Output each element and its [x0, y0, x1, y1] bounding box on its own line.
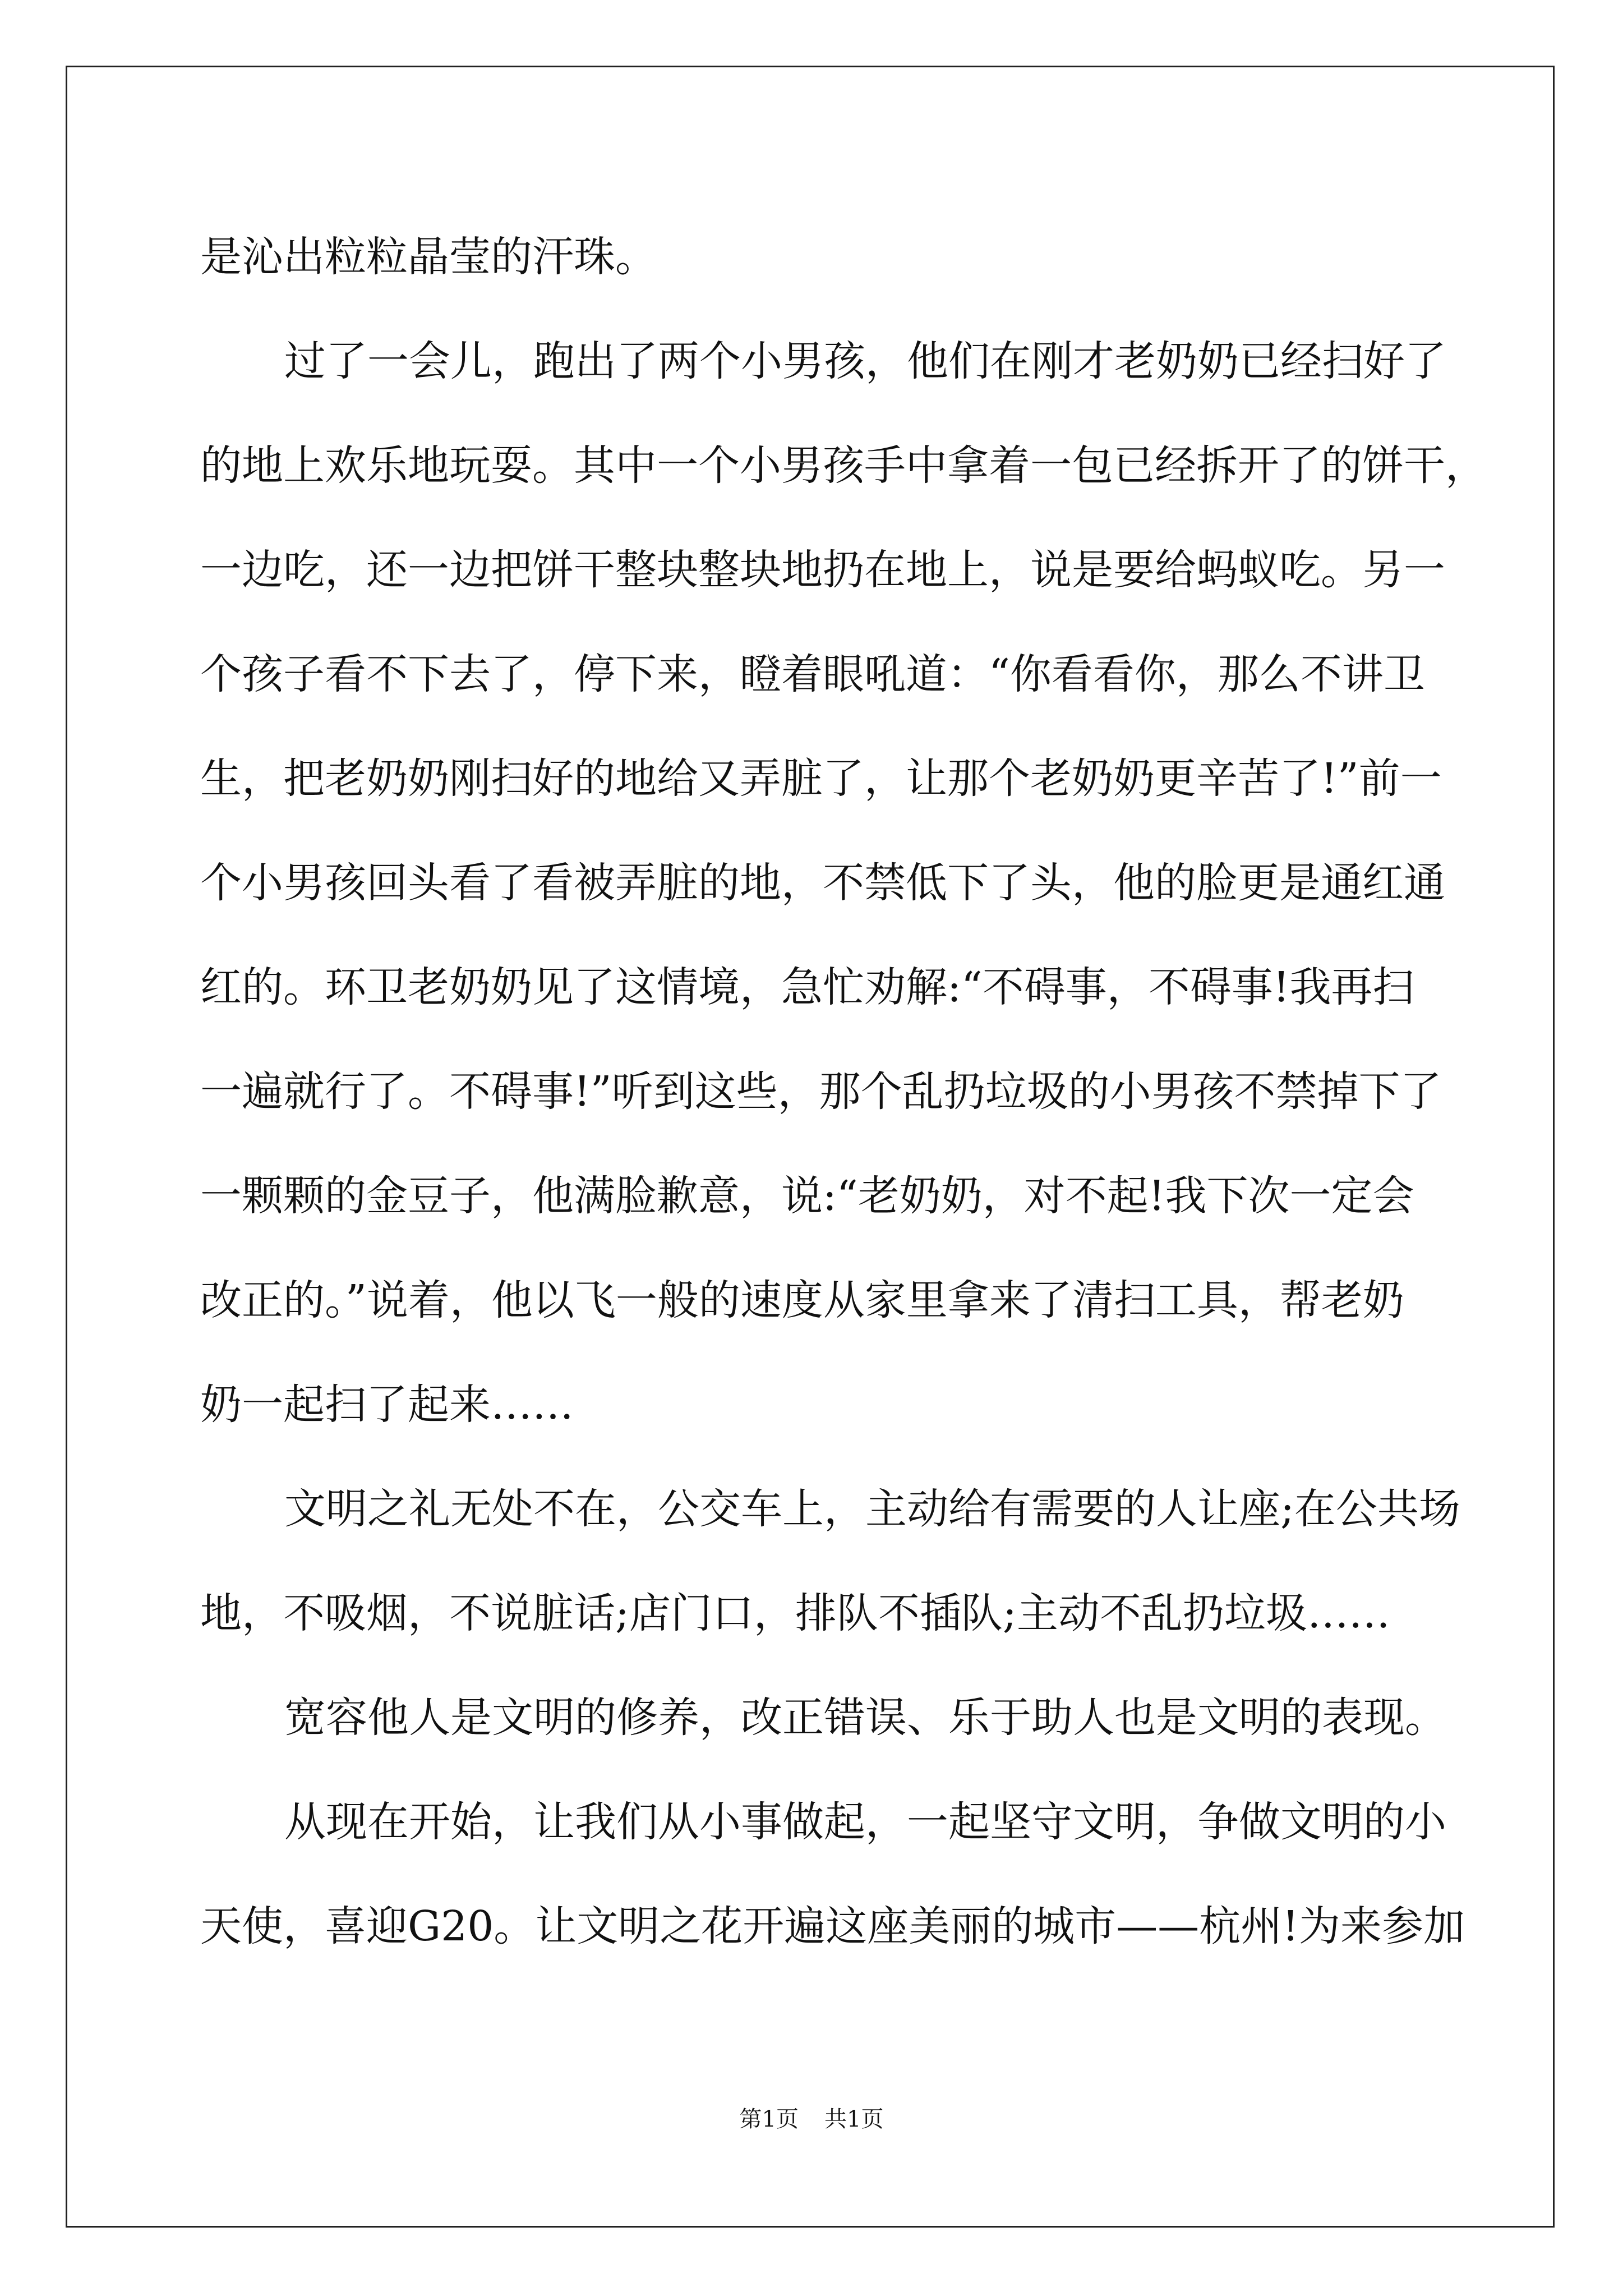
- page-footer: [0, 2105, 1623, 2133]
- document-body: [200, 205, 1487, 1978]
- text-line: 从现在开始，让我们从小事做起，一起坚守文明，争做文明的小: [284, 1798, 1446, 1846]
- text-line: 一遍就行了。不碍事!”听到这些，那个乱扔垃圾的小男孩不禁掉下了: [200, 1068, 1442, 1116]
- text-line: 文明之礼无处不在，公交车上，主动给有需要的人让座;在公共场: [284, 1485, 1460, 1533]
- text-line: 过了一会儿，跑出了两个小男孩，他们在刚才老奶奶已经扫好了: [284, 337, 1446, 385]
- text-line: 改正的。”说着，他以飞一般的速度从家里拿来了清扫工具，帮老奶: [200, 1276, 1404, 1324]
- text-line: 一颗颗的金豆子，他满脸歉意，说:“老奶奶，对不起!我下次一定会: [200, 1172, 1414, 1220]
- text-line: 一边吃，还一边把饼干整块整块地扔在地上，说是要给蚂蚁吃。另一: [200, 546, 1445, 594]
- text-line: 是沁出粒粒晶莹的汗珠。: [200, 233, 657, 281]
- page-number: 第1页: [739, 2106, 799, 2132]
- text-line: 个小男孩回头看了看被弄脏的地，不禁低下了头，他的脸更是通红通: [200, 859, 1445, 907]
- text-line: 的地上欢乐地玩耍。其中一个小男孩手中拿着一包已经拆开了的饼干，: [200, 441, 1487, 490]
- text-line: 宽容他人是文明的修养，改正错误、乐于助人也是文明的表现。: [284, 1694, 1446, 1742]
- text-line: 个孩子看不下去了，停下来，瞪着眼吼道：“你看看你，那么不讲卫: [200, 650, 1425, 698]
- page-total: 共1页: [824, 2106, 884, 2132]
- text-line: 地，不吸烟，不说脏话;店门口，排队不插队;主动不乱扔垃圾……: [200, 1589, 1390, 1637]
- text-line: 红的。环卫老奶奶见了这情境，急忙劝解:“不碍事，不碍事!我再扫: [200, 963, 1414, 1011]
- text-line: 奶一起扫了起来……: [200, 1381, 574, 1429]
- text-line: 天使，喜迎G20。让文明之花开遍这座美丽的城市——杭州!为来参加: [200, 1902, 1465, 1950]
- text-line: 生，把老奶奶刚扫好的地给又弄脏了，让那个老奶奶更辛苦了!”前一: [200, 754, 1442, 803]
